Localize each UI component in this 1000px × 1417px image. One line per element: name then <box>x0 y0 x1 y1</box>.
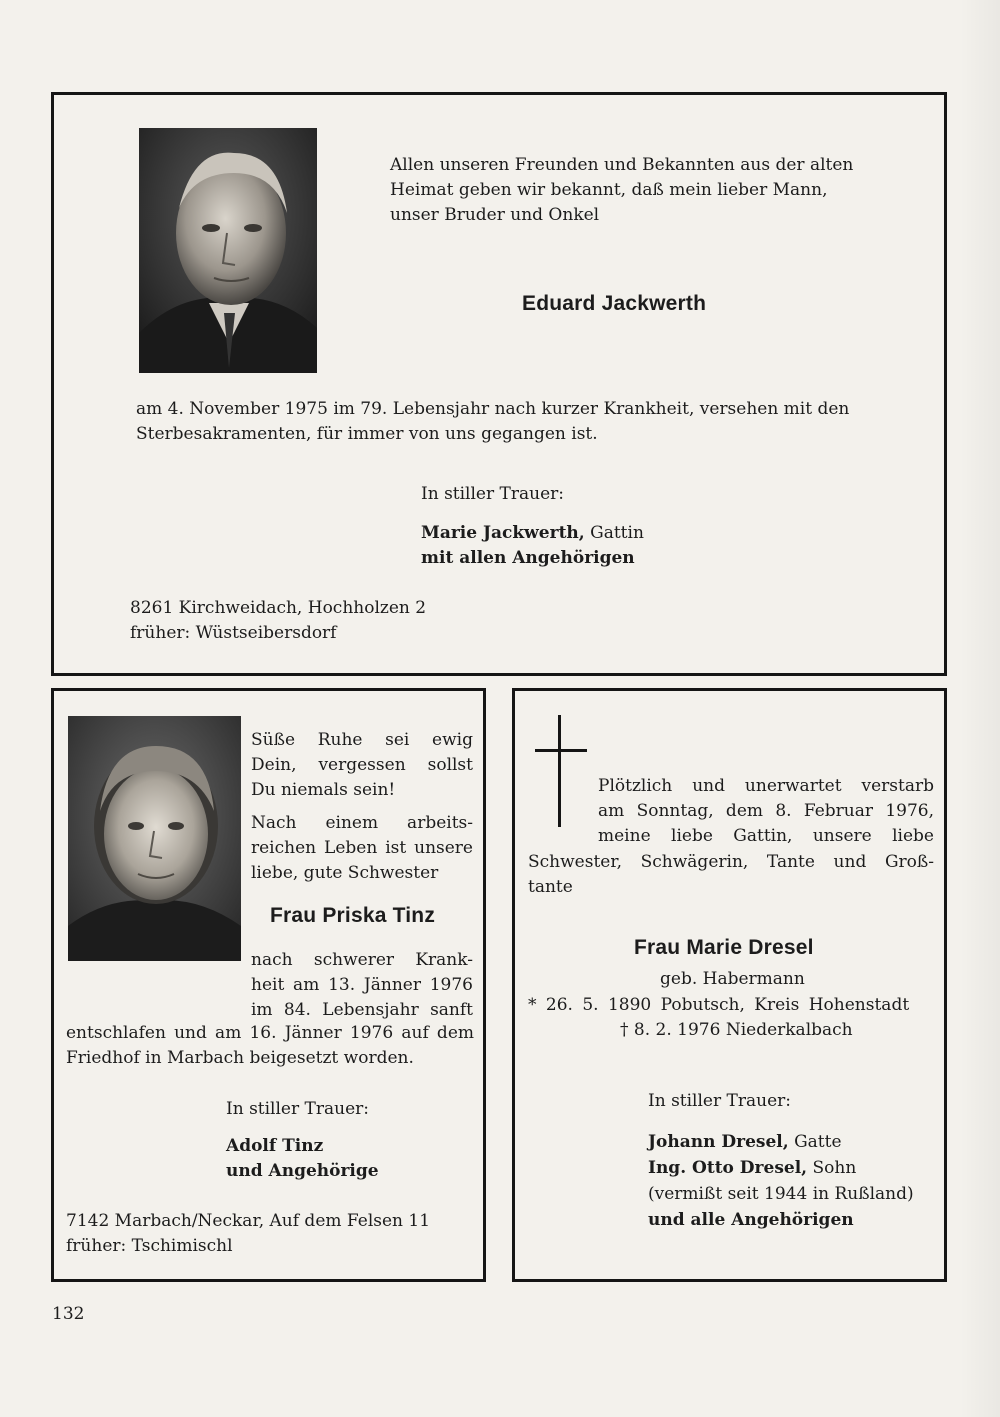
obituary-eduard-jackwerth <box>51 92 947 676</box>
body-line: heit am 13. Jänner 1976 <box>251 975 473 995</box>
signer-name: Marie Jackwerth, <box>421 523 585 543</box>
notice1-signers <box>421 521 644 571</box>
notice1-body-line: am 4. November 1975 im 79. Lebensjahr nach kurzer Krankheit, versehen mit den <box>136 399 850 419</box>
portrait-photo-woman <box>68 716 241 961</box>
notice1-intro-line: Allen unseren Freunden und Bekannten aus der alten <box>390 155 854 175</box>
signer-role: Sohn <box>807 1158 857 1178</box>
page-edge-shade <box>960 0 1000 1417</box>
portrait-photo-man <box>139 128 317 373</box>
notice1-body-line: Sterbesakramenten, für immer von uns gegangen ist. <box>136 424 598 444</box>
obituary-priska-tinz <box>51 688 486 1282</box>
signer-line <box>648 1129 914 1155</box>
intro-line: tante <box>528 877 573 897</box>
signer-others: mit allen Angehörigen <box>421 548 635 568</box>
body-line: Friedhof in Marbach beigesetzt worden. <box>66 1048 414 1068</box>
notice2-verse <box>251 728 473 803</box>
deceased-name: Eduard Jackwerth <box>522 292 707 315</box>
notice2-intro <box>251 811 473 886</box>
intro-line: Schwester, Schwägerin, Tante und Groß- <box>528 852 934 872</box>
verse-line: Dein, vergessen sollst <box>251 755 473 775</box>
notice3-intro-full <box>528 850 934 900</box>
notice2-signers <box>226 1134 379 1184</box>
mourning-label: In stiller Trauer: <box>648 1091 791 1111</box>
mourning-label: In stiller Trauer: <box>421 484 564 504</box>
born-name: geb. Habermann <box>660 969 805 989</box>
signer-others: und Angehörige <box>226 1161 379 1181</box>
signer-line <box>421 521 644 546</box>
cross-icon <box>535 715 587 827</box>
body-line: entschlafen und am 16. Jänner 1976 auf dem <box>66 1023 474 1043</box>
death-line: † 8. 2. 1976 Niederkalbach <box>620 1020 853 1040</box>
signer-note: (vermißt seit 1944 in Rußland) <box>648 1184 914 1204</box>
mourning-label: In stiller Trauer: <box>226 1099 369 1119</box>
body-line: im 84. Lebensjahr sanft <box>251 1000 473 1020</box>
notice2-body-full <box>66 1021 474 1071</box>
address-line: 8261 Kirchweidach, Hochholzen 2 <box>130 598 427 618</box>
notice2-body-short <box>251 948 473 1023</box>
intro-line: reichen Leben ist unsere <box>251 838 473 858</box>
signer-role: Gattin <box>584 523 644 543</box>
intro-line: Plötzlich und unerwartet verstarb <box>598 776 934 796</box>
notice1-address <box>130 596 426 646</box>
signer-name: Johann Dresel, <box>648 1132 789 1152</box>
body-line: nach schwerer Krank- <box>251 950 473 970</box>
signer-role: Gatte <box>788 1132 842 1152</box>
notice3-signers <box>648 1129 914 1233</box>
notice3-dates <box>528 993 934 1043</box>
page-number: 132 <box>52 1304 85 1324</box>
notice2-address <box>66 1209 430 1259</box>
verse-line: Du niemals sein! <box>251 780 396 800</box>
notice1-body <box>136 397 849 447</box>
signer-line <box>648 1155 914 1181</box>
verse-line: Süße Ruhe sei ewig <box>251 730 473 750</box>
birth-line: * 26. 5. 1890 Pobutsch, Kreis Hohenstadt <box>528 995 910 1015</box>
address-line: früher: Wüstseibersdorf <box>130 623 337 643</box>
notice1-intro-line: unser Bruder und Onkel <box>390 205 600 225</box>
signer-name: Ing. Otto Dresel, <box>648 1158 808 1178</box>
intro-line: am Sonntag, dem 8. Februar 1976, <box>598 801 934 821</box>
intro-line: meine liebe Gattin, unsere liebe <box>598 826 934 846</box>
signer-name: Adolf Tinz <box>226 1136 324 1156</box>
address-line: früher: Tschimischl <box>66 1236 233 1256</box>
address-line: 7142 Marbach/Neckar, Auf dem Felsen 11 <box>66 1211 431 1231</box>
signer-others: und alle Angehörigen <box>648 1210 854 1230</box>
notice1-intro <box>390 153 853 228</box>
deceased-name: Frau Priska Tinz <box>270 904 436 927</box>
notice1-intro-line: Heimat geben wir bekannt, daß mein lieber Mann, <box>390 180 828 200</box>
obituary-marie-dresel <box>512 688 947 1282</box>
intro-line: Nach einem arbeits- <box>251 813 473 833</box>
intro-line: liebe, gute Schwester <box>251 863 439 883</box>
deceased-name: Frau Marie Dresel <box>634 936 814 959</box>
notice3-intro-short <box>598 774 934 849</box>
